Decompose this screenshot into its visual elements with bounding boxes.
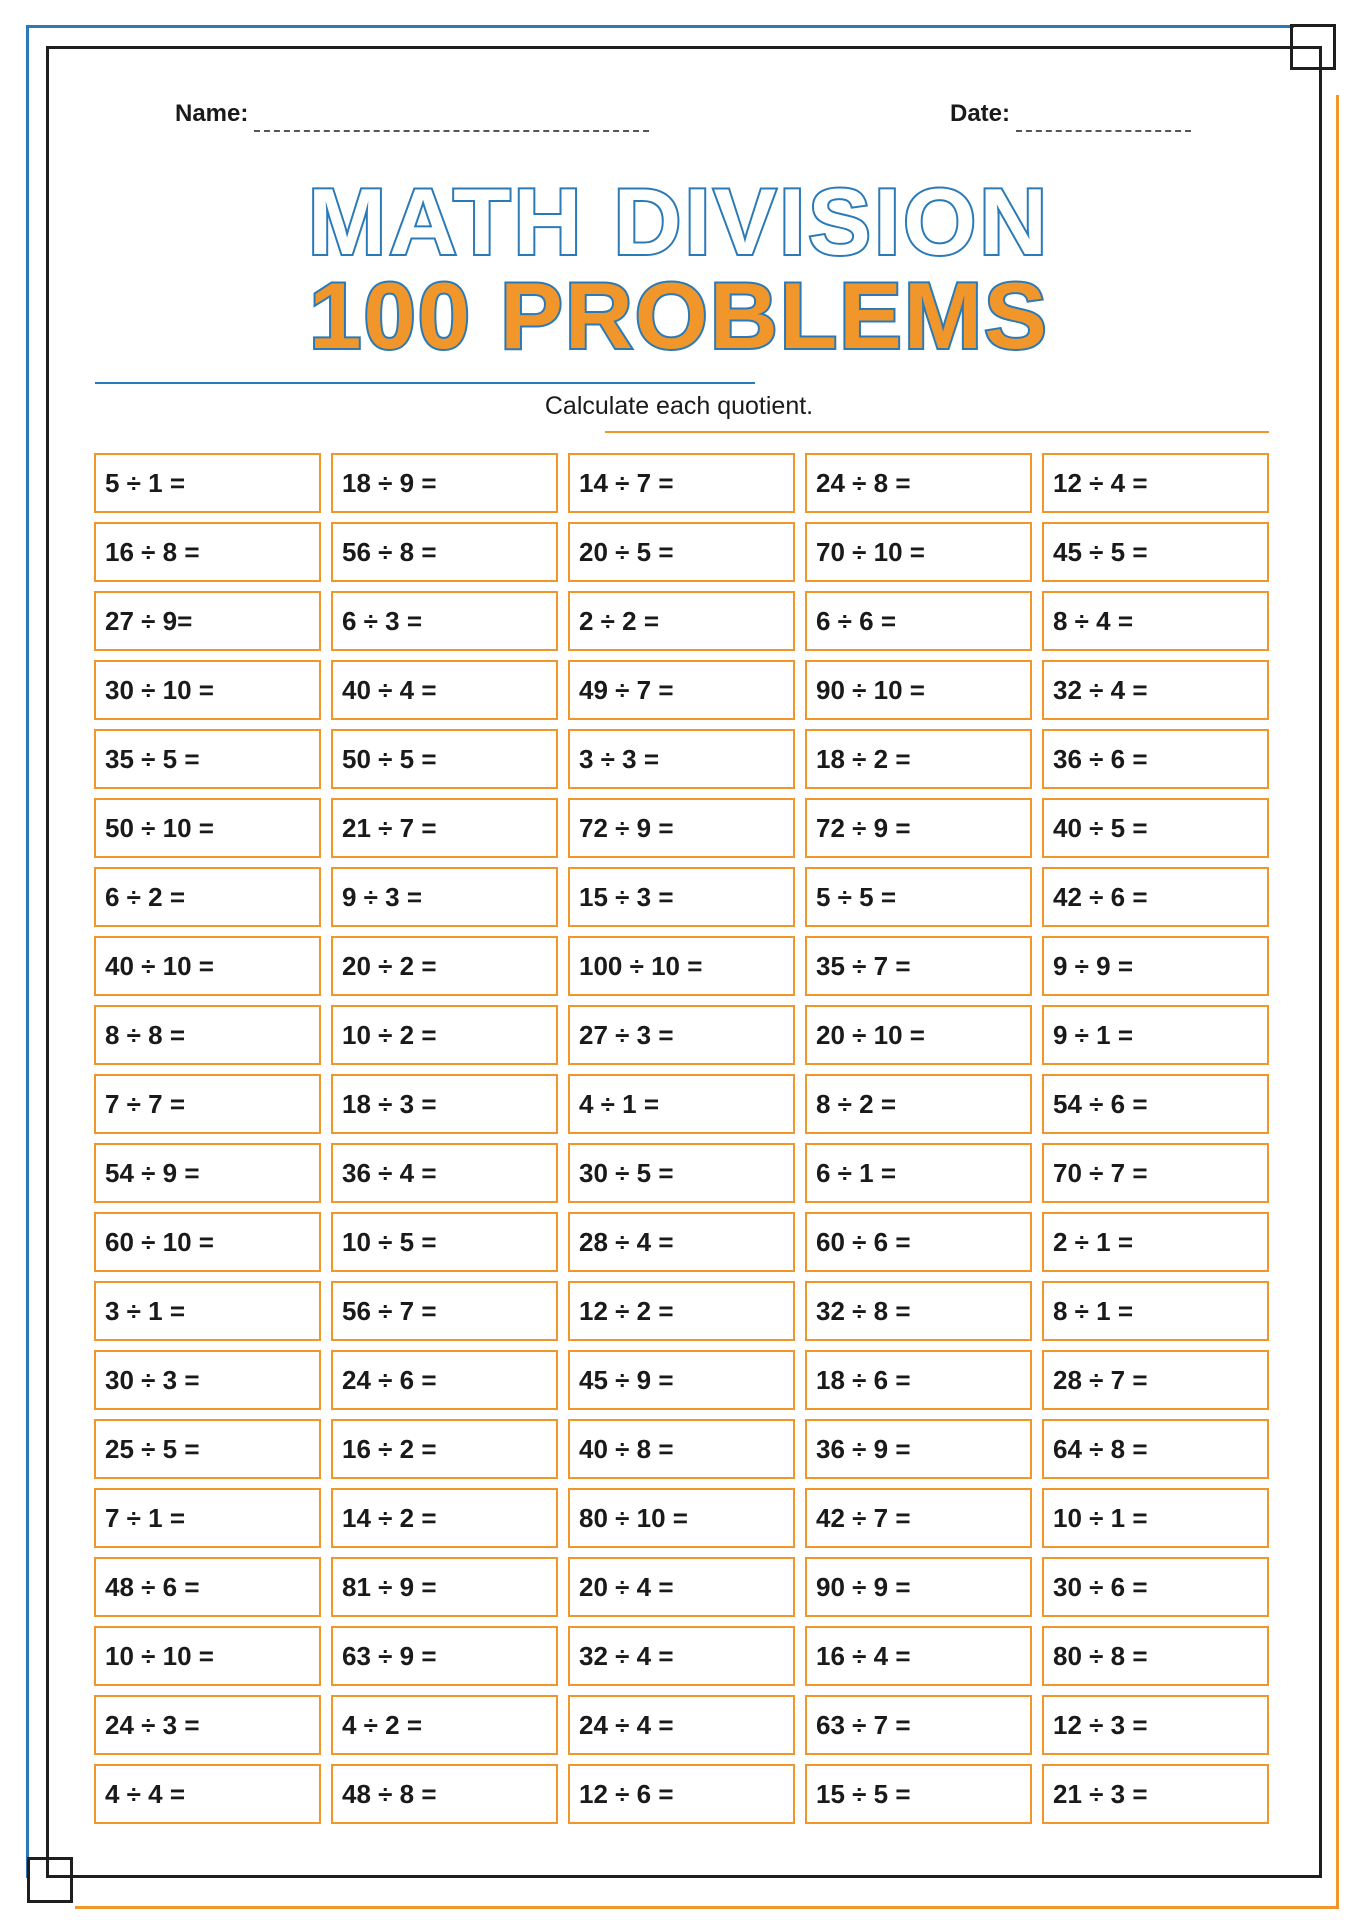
problem-cell[interactable]: 20 ÷ 4 = — [568, 1557, 795, 1617]
problem-cell[interactable]: 16 ÷ 4 = — [805, 1626, 1032, 1686]
name-label: Name: — [175, 100, 249, 127]
problem-cell[interactable]: 24 ÷ 3 = — [94, 1695, 321, 1755]
problem-cell[interactable]: 49 ÷ 7 = — [568, 660, 795, 720]
problem-cell[interactable]: 45 ÷ 5 = — [1042, 522, 1269, 582]
problem-cell[interactable]: 18 ÷ 6 = — [805, 1350, 1032, 1410]
problem-cell[interactable]: 20 ÷ 2 = — [331, 936, 558, 996]
date-blank-line[interactable] — [1016, 100, 1191, 132]
problem-cell[interactable]: 5 ÷ 1 = — [94, 453, 321, 513]
problem-cell[interactable]: 60 ÷ 6 = — [805, 1212, 1032, 1272]
problem-cell[interactable]: 6 ÷ 6 = — [805, 591, 1032, 651]
problem-cell[interactable]: 35 ÷ 5 = — [94, 729, 321, 789]
problem-cell[interactable]: 28 ÷ 7 = — [1042, 1350, 1269, 1410]
problem-cell[interactable]: 2 ÷ 2 = — [568, 591, 795, 651]
problem-cell[interactable]: 80 ÷ 10 = — [568, 1488, 795, 1548]
problem-cell[interactable]: 36 ÷ 4 = — [331, 1143, 558, 1203]
problem-cell[interactable]: 27 ÷ 9= — [94, 591, 321, 651]
problem-cell[interactable]: 45 ÷ 9 = — [568, 1350, 795, 1410]
problem-cell[interactable]: 8 ÷ 2 = — [805, 1074, 1032, 1134]
problem-cell[interactable]: 12 ÷ 6 = — [568, 1764, 795, 1824]
problem-cell[interactable]: 4 ÷ 1 = — [568, 1074, 795, 1134]
page-subtitle: 100 PROBLEMS — [309, 263, 1049, 368]
problem-cell[interactable]: 81 ÷ 9 = — [331, 1557, 558, 1617]
problem-cell[interactable]: 48 ÷ 6 = — [94, 1557, 321, 1617]
problem-cell[interactable]: 42 ÷ 6 = — [1042, 867, 1269, 927]
problem-cell[interactable]: 8 ÷ 8 = — [94, 1005, 321, 1065]
problem-cell[interactable]: 54 ÷ 6 = — [1042, 1074, 1269, 1134]
problem-cell[interactable]: 30 ÷ 5 = — [568, 1143, 795, 1203]
problem-cell[interactable]: 100 ÷ 10 = — [568, 936, 795, 996]
problem-cell[interactable]: 50 ÷ 10 = — [94, 798, 321, 858]
problem-cell[interactable]: 18 ÷ 2 = — [805, 729, 1032, 789]
problem-cell[interactable]: 16 ÷ 2 = — [331, 1419, 558, 1479]
problem-cell[interactable]: 50 ÷ 5 = — [331, 729, 558, 789]
problem-cell[interactable]: 56 ÷ 7 = — [331, 1281, 558, 1341]
problem-cell[interactable]: 60 ÷ 10 = — [94, 1212, 321, 1272]
problem-cell[interactable]: 70 ÷ 7 = — [1042, 1143, 1269, 1203]
problem-cell[interactable]: 10 ÷ 1 = — [1042, 1488, 1269, 1548]
problem-cell[interactable]: 18 ÷ 3 = — [331, 1074, 558, 1134]
problem-cell[interactable]: 35 ÷ 7 = — [805, 936, 1032, 996]
problem-cell[interactable]: 64 ÷ 8 = — [1042, 1419, 1269, 1479]
divider-blue — [95, 382, 755, 384]
name-field[interactable] — [175, 100, 649, 132]
problem-cell[interactable]: 10 ÷ 10 = — [94, 1626, 321, 1686]
problem-cell[interactable]: 6 ÷ 3 = — [331, 591, 558, 651]
problem-cell[interactable]: 48 ÷ 8 = — [331, 1764, 558, 1824]
problem-cell[interactable]: 25 ÷ 5 = — [94, 1419, 321, 1479]
problem-cell[interactable]: 12 ÷ 4 = — [1042, 453, 1269, 513]
problem-cell[interactable]: 90 ÷ 10 = — [805, 660, 1032, 720]
problem-cell[interactable]: 24 ÷ 6 = — [331, 1350, 558, 1410]
problem-cell[interactable]: 32 ÷ 8 = — [805, 1281, 1032, 1341]
problem-cell[interactable]: 20 ÷ 10 = — [805, 1005, 1032, 1065]
problem-cell[interactable]: 32 ÷ 4 = — [1042, 660, 1269, 720]
corner-square-bottom-left — [27, 1857, 73, 1903]
problem-cell[interactable]: 28 ÷ 4 = — [568, 1212, 795, 1272]
problem-cell[interactable]: 70 ÷ 10 = — [805, 522, 1032, 582]
date-field[interactable] — [950, 100, 1191, 132]
problem-cell[interactable]: 7 ÷ 7 = — [94, 1074, 321, 1134]
problem-cell[interactable]: 16 ÷ 8 = — [94, 522, 321, 582]
problem-cell[interactable]: 15 ÷ 3 = — [568, 867, 795, 927]
problem-cell[interactable]: 54 ÷ 9 = — [94, 1143, 321, 1203]
problem-cell[interactable]: 8 ÷ 1 = — [1042, 1281, 1269, 1341]
problem-cell[interactable]: 2 ÷ 1 = — [1042, 1212, 1269, 1272]
problem-cell[interactable]: 40 ÷ 8 = — [568, 1419, 795, 1479]
problem-cell[interactable]: 42 ÷ 7 = — [805, 1488, 1032, 1548]
name-blank-line[interactable] — [254, 100, 649, 132]
problem-cell[interactable]: 10 ÷ 2 = — [331, 1005, 558, 1065]
problem-cell[interactable]: 20 ÷ 5 = — [568, 522, 795, 582]
problem-cell[interactable]: 9 ÷ 3 = — [331, 867, 558, 927]
problem-cell[interactable]: 12 ÷ 3 = — [1042, 1695, 1269, 1755]
problem-cell[interactable]: 6 ÷ 2 = — [94, 867, 321, 927]
problem-cell[interactable]: 5 ÷ 5 = — [805, 867, 1032, 927]
problem-cell[interactable]: 3 ÷ 3 = — [568, 729, 795, 789]
problem-cell[interactable]: 12 ÷ 2 = — [568, 1281, 795, 1341]
problem-cell[interactable]: 32 ÷ 4 = — [568, 1626, 795, 1686]
problem-cell[interactable]: 27 ÷ 3 = — [568, 1005, 795, 1065]
problem-cell[interactable]: 10 ÷ 5 = — [331, 1212, 558, 1272]
problem-cell[interactable]: 72 ÷ 9 = — [805, 798, 1032, 858]
problem-cell[interactable]: 8 ÷ 4 = — [1042, 591, 1269, 651]
problem-cell[interactable]: 15 ÷ 5 = — [805, 1764, 1032, 1824]
problem-cell[interactable]: 36 ÷ 9 = — [805, 1419, 1032, 1479]
problem-cell[interactable]: 56 ÷ 8 = — [331, 522, 558, 582]
problem-cell[interactable]: 80 ÷ 8 = — [1042, 1626, 1269, 1686]
divider-orange — [605, 431, 1269, 433]
problem-cell[interactable]: 18 ÷ 9 = — [331, 453, 558, 513]
corner-square-top-right — [1290, 24, 1336, 70]
problem-cell[interactable]: 21 ÷ 7 = — [331, 798, 558, 858]
problem-cell[interactable]: 7 ÷ 1 = — [94, 1488, 321, 1548]
problem-cell[interactable]: 24 ÷ 8 = — [805, 453, 1032, 513]
problem-cell[interactable]: 63 ÷ 7 = — [805, 1695, 1032, 1755]
problem-grid — [94, 453, 1270, 1824]
problem-cell[interactable]: 72 ÷ 9 = — [568, 798, 795, 858]
problem-cell[interactable]: 30 ÷ 3 = — [94, 1350, 321, 1410]
problem-cell[interactable]: 40 ÷ 5 = — [1042, 798, 1269, 858]
problem-cell[interactable]: 30 ÷ 6 = — [1042, 1557, 1269, 1617]
problem-cell[interactable]: 3 ÷ 1 = — [94, 1281, 321, 1341]
problem-cell[interactable]: 14 ÷ 2 = — [331, 1488, 558, 1548]
problem-cell[interactable]: 9 ÷ 1 = — [1042, 1005, 1269, 1065]
problem-cell[interactable]: 40 ÷ 4 = — [331, 660, 558, 720]
problem-cell[interactable]: 24 ÷ 4 = — [568, 1695, 795, 1755]
problem-cell[interactable]: 90 ÷ 9 = — [805, 1557, 1032, 1617]
problem-cell[interactable]: 6 ÷ 1 = — [805, 1143, 1032, 1203]
problem-cell[interactable]: 36 ÷ 6 = — [1042, 729, 1269, 789]
page-title: MATH DIVISION — [307, 169, 1051, 274]
problem-cell[interactable]: 40 ÷ 10 = — [94, 936, 321, 996]
problem-cell[interactable]: 9 ÷ 9 = — [1042, 936, 1269, 996]
date-label: Date: — [950, 100, 1011, 127]
problem-cell[interactable]: 14 ÷ 7 = — [568, 453, 795, 513]
instruction-text: Calculate each quotient. — [544, 392, 814, 420]
problem-cell[interactable]: 21 ÷ 3 = — [1042, 1764, 1269, 1824]
problem-cell[interactable]: 4 ÷ 4 = — [94, 1764, 321, 1824]
problem-cell[interactable]: 4 ÷ 2 = — [331, 1695, 558, 1755]
problem-cell[interactable]: 63 ÷ 9 = — [331, 1626, 558, 1686]
problem-cell[interactable]: 30 ÷ 10 = — [94, 660, 321, 720]
